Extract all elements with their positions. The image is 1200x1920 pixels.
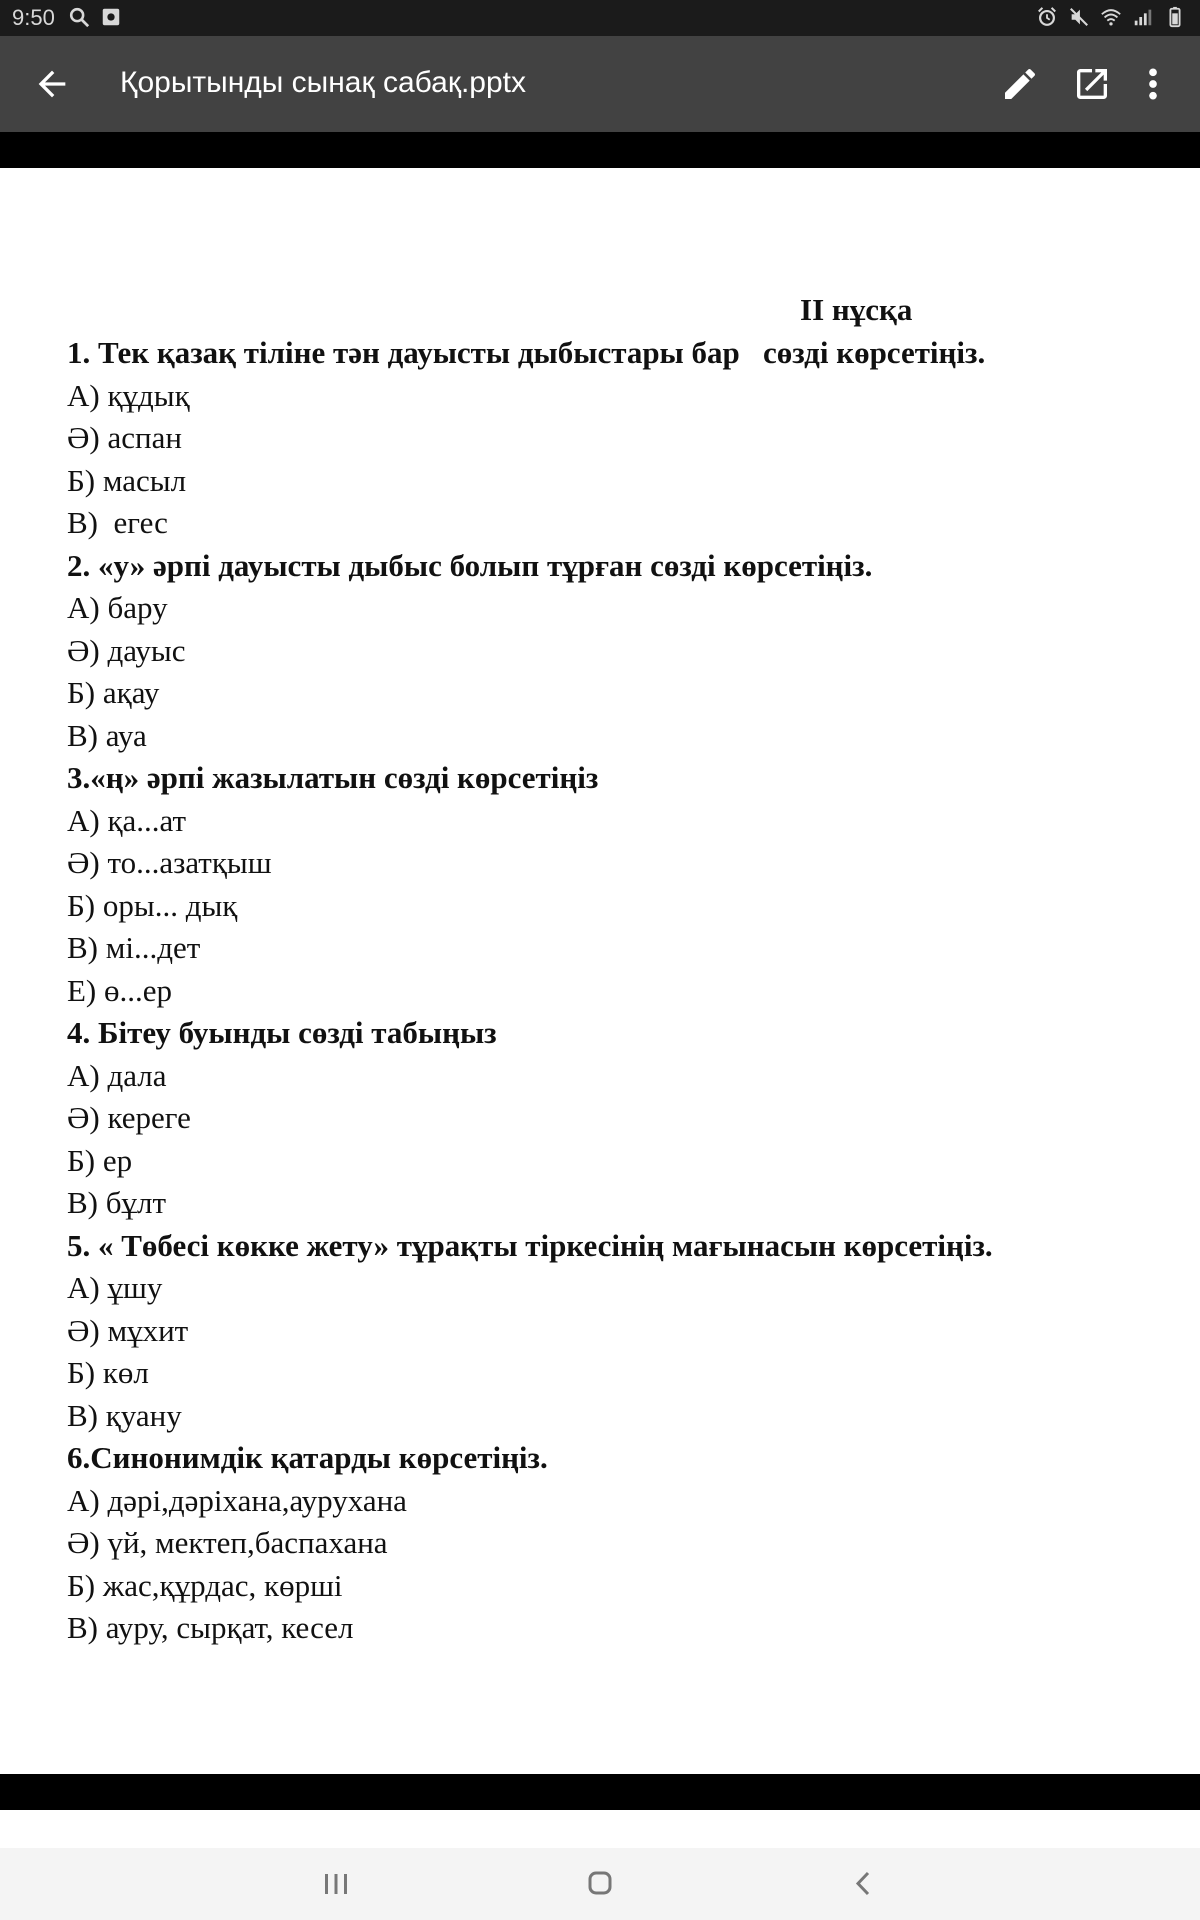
- search-icon: [68, 6, 90, 28]
- question-block: [67, 757, 1177, 1012]
- answer-option: Ә) үй, мектеп,баспахана: [67, 1525, 388, 1560]
- answer-option: В) ауру, сырқат, кесел: [67, 1610, 354, 1645]
- variant-title: II нұсқа: [800, 292, 913, 327]
- slide-top-border: [0, 132, 1200, 168]
- answer-option: В) бұлт: [67, 1185, 167, 1220]
- question-text: 6.Синонимдік қатарды көрсетіңіз.: [67, 1440, 548, 1475]
- question-block: [67, 332, 1177, 545]
- answer-option: Б) ер: [67, 1142, 133, 1178]
- question-list: [67, 332, 1177, 1650]
- question-text: 4. Бітеу буынды сөзді табыңыз: [67, 1015, 497, 1050]
- question-text: 1. Тек қазақ тіліне тән дауысты дыбыстары бар сөзді көрсетіңіз.: [67, 335, 986, 370]
- answer-option: В) қуану: [67, 1397, 182, 1433]
- question-text: 2. «у» әрпі дауысты дыбыс болып тұрған сөзді көрсетіңіз.: [67, 547, 873, 583]
- question-block: [67, 1225, 1177, 1438]
- app-bar: [0, 36, 1200, 132]
- answer-option: В) ауа: [67, 717, 147, 753]
- answer-option: А) дәрі,дәріхана,аурухана: [67, 1482, 407, 1518]
- mute-icon: [1068, 6, 1090, 28]
- answer-option: Б) ақау: [67, 675, 160, 710]
- answer-option: Б) жас,құрдас, көрші: [67, 1567, 343, 1603]
- answer-option: А) бару: [67, 590, 168, 625]
- answer-option: А) қа...ат: [67, 802, 187, 838]
- back-nav-icon[interactable]: [844, 1866, 884, 1902]
- answer-option: В) егес: [67, 505, 168, 540]
- edit-icon[interactable]: [1000, 64, 1040, 104]
- answer-option: Б) масыл: [67, 462, 187, 498]
- answer-option: Б) оры... дық: [67, 887, 238, 923]
- wifi-icon: [1100, 6, 1122, 28]
- more-vert-icon[interactable]: [1138, 64, 1168, 104]
- screenshot-icon: [100, 6, 122, 28]
- answer-option: В) мі...дет: [67, 930, 201, 965]
- answer-option: Ә) то...азатқыш: [67, 845, 272, 880]
- answer-option: А) дала: [67, 1057, 167, 1093]
- recents-icon[interactable]: [316, 1866, 356, 1902]
- battery-icon: [1164, 6, 1186, 28]
- answer-option: Б) көл: [67, 1355, 149, 1390]
- answer-option: Е) ө...ер: [67, 972, 173, 1008]
- answer-option: Ә) мұхит: [67, 1312, 189, 1348]
- signal-icon: [1132, 6, 1154, 28]
- answer-option: А) ұшу: [67, 1270, 163, 1305]
- document-title: Қорытынды сынақ сабақ.pptx: [120, 66, 526, 99]
- answer-option: Ә) аспан: [67, 420, 182, 455]
- question-text: 3.«ң» әрпі жазылатын сөзді көрсетіңіз: [67, 760, 599, 795]
- question-block: [67, 545, 1177, 758]
- question-block: [67, 1437, 1177, 1650]
- answer-option: Ә) кереге: [67, 1100, 191, 1135]
- status-bar: [0, 0, 1200, 36]
- alarm-icon: [1036, 6, 1058, 28]
- question-text: 5. « Төбесі көкке жету» тұрақты тіркесінің мағынасын көрсетіңіз.: [67, 1227, 993, 1263]
- slide-page: [0, 168, 1200, 1774]
- back-arrow-icon[interactable]: [32, 64, 72, 104]
- status-time: 9:50: [12, 5, 55, 30]
- answer-option: Ә) дауыс: [67, 632, 186, 668]
- question-block: [67, 1012, 1177, 1225]
- answer-option: А) құдық: [67, 377, 190, 413]
- navigation-bar: [0, 1848, 1200, 1920]
- slide-bottom-border: [0, 1774, 1200, 1810]
- home-icon[interactable]: [580, 1866, 620, 1902]
- open-external-icon[interactable]: [1072, 64, 1112, 104]
